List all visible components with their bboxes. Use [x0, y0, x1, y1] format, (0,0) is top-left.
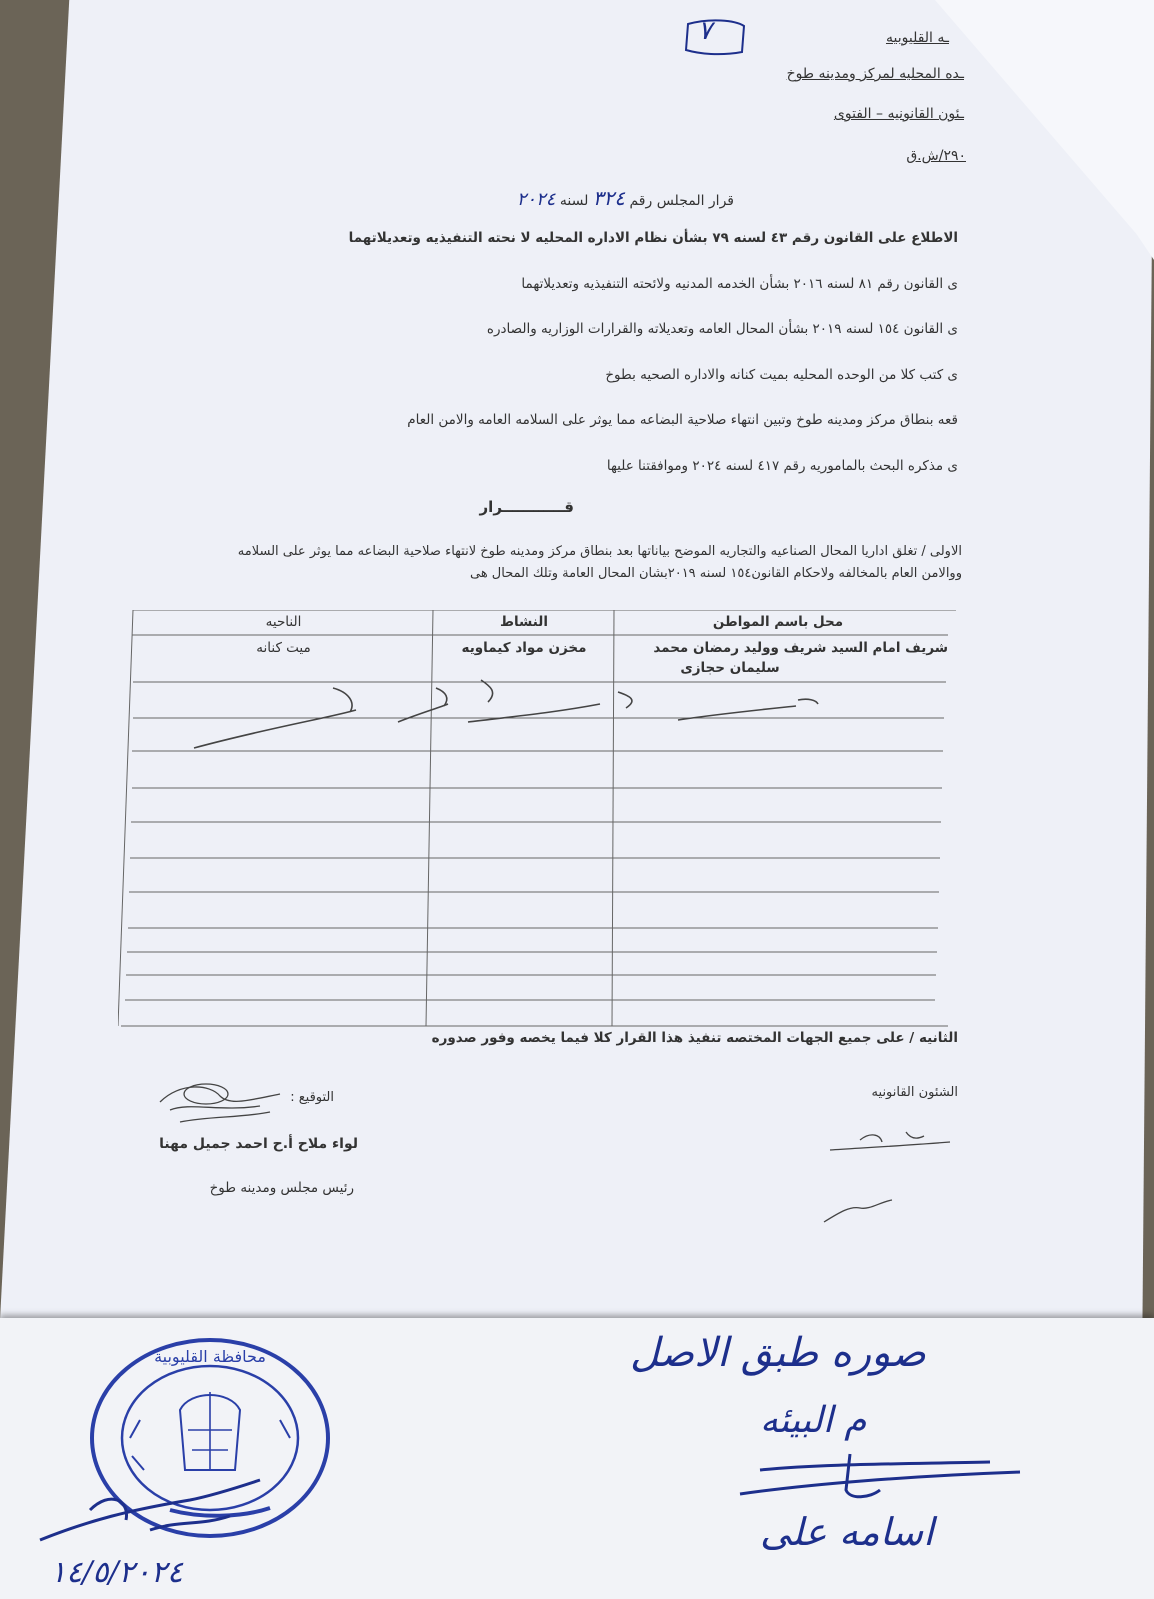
preamble-line-3: ى القانون ١٥٤ لسنه ٢٠١٩ بشأن المحال العامه وتعديلاته والقرارات الوزاريه والصادره — [486, 321, 958, 337]
header-reference: ٢٩٠/ش.ق — [906, 148, 966, 164]
header-governorate: ـه القليوبيه — [885, 30, 949, 46]
preamble-line-2: ى القانون رقم ٨١ لسنه ٢٠١٦ بشأن الخدمه المدنيه ولائحته التنفيذيه وتعديلاتهما — [521, 276, 958, 292]
decree-title-suffix: لسنه — [559, 193, 589, 209]
legal-affairs-label: الشئون القانونيه — [871, 1085, 958, 1100]
chairman-signature — [150, 1072, 290, 1132]
handwritten-true-copy: صوره طبق الاصل — [630, 1330, 926, 1376]
article-1-line-1: الاولى / تغلق اداريا المحال الصناعيه والتجاريه الموضح بياناتها بعد بنطاق مركز ومدينه طوخ لانتهاء صلاحية البضاعه مما يوثر على السلامه — [237, 544, 962, 559]
page-number-box — [680, 14, 750, 58]
handwritten-name: اسامه على — [760, 1510, 934, 1554]
table-cell-district: ميت كنانه — [256, 640, 311, 656]
table-header-district: الناحيه — [265, 614, 302, 630]
decision-heading: قــــــــــــرار — [479, 498, 574, 516]
decree-title-prefix: قرار المجلس رقم — [629, 193, 734, 209]
table-cell-activity: مخزن مواد كيماويه — [461, 640, 587, 656]
preamble-line-1: الاطلاع على القانون رقم ٤٣ لسنه ٧٩ بشأن نظام الاداره المحليه لا نحته التنفيذيه وتعديلاتهما — [348, 230, 958, 246]
header-local-unit: ـده المحليه لمركز ومدينه طوخ — [786, 66, 964, 82]
signature-label: التوقيع : — [290, 1090, 334, 1105]
article-1-line-2: ووالامن العام بالمخالفه ولاحكام القانون١٥٤ لسنه ٢٠١٩بشان المحال العامة وتلك المحال هى — [469, 566, 962, 581]
table-cell-citizen-line-2: سليمان حجازى — [680, 660, 780, 676]
preamble-line-5: قعه بنطاق مركز ومدينه طوخ وتبين انتهاء صلاحية البضاعه مما يوثر على السلامه العامه والامن العام — [407, 412, 958, 428]
header-legal-affairs: ـئون القانونيه – الفتوى — [833, 106, 964, 122]
legal-affairs-signatures — [820, 1112, 960, 1232]
article-2: الثانيه / على جميع الجهات المختصه تنفيذ هذا القرار كلا فيما يخصه وفور صدوره — [431, 1030, 958, 1046]
decree-title — [517, 186, 734, 210]
shops-table — [118, 610, 956, 1046]
preamble-line-4: ى كتب كلا من الوحده المحليه بميت كنانه والاداره الصحيه بطوخ — [605, 367, 958, 383]
decree-number: ٣٢٤ — [592, 186, 626, 210]
table-cell-citizen-line-1: شريف امام السيد شريف ووليد رمضان محمد — [653, 640, 948, 656]
seal-overlay-signature — [30, 1450, 290, 1560]
stamp-text: محافظة القليوبية — [154, 1347, 266, 1366]
decree-year: ٢٠٢٤ — [516, 189, 556, 210]
page-number: ٧ — [698, 16, 712, 46]
preamble-line-6: ى مذكره البحث بالماموريه رقم ٤١٧ لسنه ٢٠٢٤ وموافقتنا عليها — [606, 458, 958, 474]
handwritten-environment: م البيئه — [760, 1400, 867, 1441]
signatory-name: لواء ملاح أ.ح احمد جميل مهنا — [159, 1136, 358, 1152]
handwritten-date: ١٤/٥/٢٠٢٤ — [50, 1555, 184, 1590]
table-header-activity: النشاط — [499, 614, 549, 630]
signatory-title: رئيس مجلس ومدينه طوخ — [209, 1180, 354, 1196]
handwritten-signature — [730, 1450, 1030, 1510]
table-header-citizen: محل باسم المواطن — [712, 614, 844, 630]
